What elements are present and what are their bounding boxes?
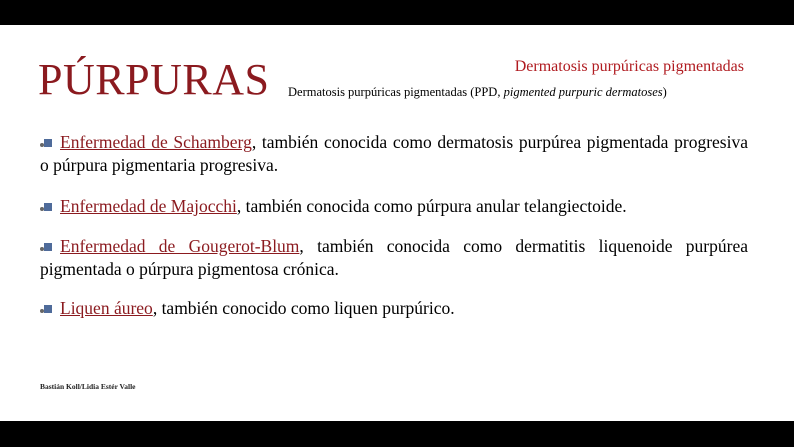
- list-item: [40, 297, 748, 320]
- item-text: , también conocida como dermatitis liquenoide purpúrea pigmentada o púrpura pigmentosa crónica.: [40, 236, 748, 279]
- item-text: , también conocida como dermatosis purpúrea pigmentada progresiva o púrpura pigmentaria progresiva.: [40, 132, 748, 175]
- bullet-icon: [40, 243, 52, 252]
- bullet-icon: [40, 305, 52, 314]
- top-black-bar: [0, 0, 794, 25]
- subtitle-small-italic: pigmented purpuric dermatoses: [503, 85, 663, 99]
- subtitle-small-prefix: Dermatosis purpúricas pigmentadas (PPD,: [288, 85, 504, 99]
- slide-subtitle: Dermatosis purpúricas pigmentadas: [514, 58, 744, 75]
- footer-credit: Bastián Koll/Lidia Estér Valle: [40, 382, 136, 391]
- bottom-black-bar: [0, 421, 794, 447]
- subtitle-small-suffix: ): [662, 85, 667, 99]
- bullet-icon: [40, 139, 52, 148]
- bullet-icon: [40, 203, 52, 212]
- list-item: [40, 131, 748, 177]
- item-term: Enfermedad de Majocchi: [60, 196, 237, 216]
- item-text: , también conocido como liquen purpúrico.: [152, 298, 455, 318]
- item-term: Enfermedad de Schamberg: [60, 132, 252, 152]
- list-item: [40, 195, 748, 218]
- slide-subtitle-small: [288, 85, 667, 100]
- item-term: Enfermedad de Gougerot-Blum: [60, 236, 300, 256]
- item-text: , también conocida como púrpura anular telangiectoide.: [236, 196, 627, 216]
- slide-title: PÚRPURAS: [38, 55, 270, 104]
- list-item: [40, 235, 748, 281]
- item-term: Liquen áureo: [60, 298, 153, 318]
